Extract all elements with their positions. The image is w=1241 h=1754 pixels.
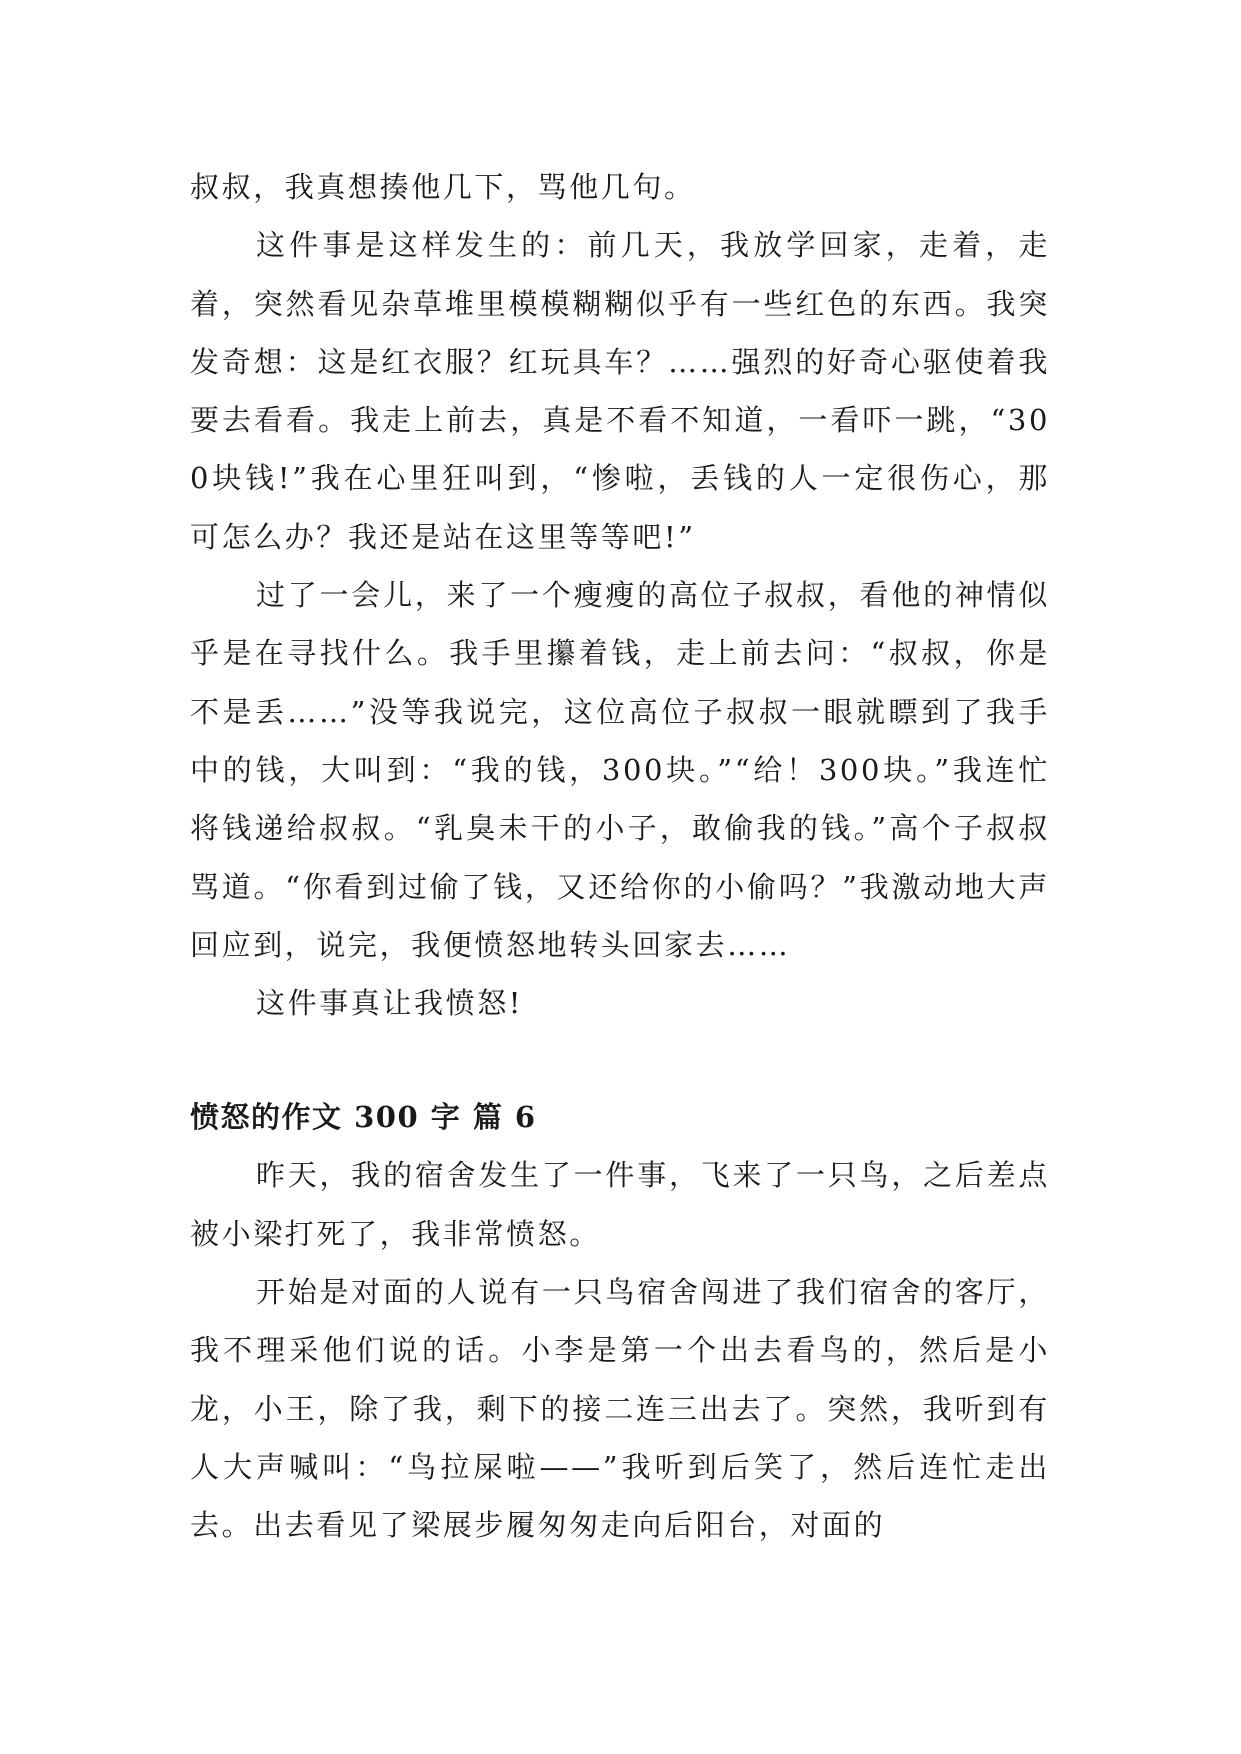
paragraph-conclusion: 这件事真让我愤怒!	[256, 986, 524, 1021]
section-heading: 愤怒的作文 300 字 篇 6	[190, 1100, 537, 1135]
document-body	[190, 158, 1050, 1555]
paragraph-story: 开始是对面的人说有一只鸟宿舍闯进了我们宿舍的客厅，我不理采他们说的话。小李是第一个出去看鸟的，然后是小龙，小王，除了我，剩下的接二连三出去了。突然，我听到有人大声喊叫：“鸟拉屎啦——”我听到后笑了，然后连忙走出去。出去看见了梁展步履匆匆走向后阳台，对面的	[190, 1275, 1050, 1543]
paragraph-continuation: 叔叔，我真想揍他几下，骂他几句。	[190, 170, 696, 204]
paragraph-incident: 这件事是这样发生的：前几天，我放学回家，走着，走着，突然看见杂草堆里模模糊糊似乎有一些红色的东西。我突发奇想：这是红衣服？红玩具车？……强烈的好奇心驱使着我要去看看。我走上前去，真是不看不知道，一看吓一跳，“300块钱!”我在心里狂叫到，“惨啦，丢钱的人一定很伤心，那可怎么办？我还是站在这里等等吧!”	[190, 228, 1050, 554]
paragraph-encounter: 过了一会儿，来了一个瘦瘦的高位子叔叔，看他的神情似乎是在寻找什么。我手里攥着钱，走上前去问：“叔叔，你是不是丢……”没等我说完，这位高位子叔叔一眼就瞟到了我手中的钱，大叫到：“我的钱，300块。”“给！300块。”我连忙将钱递给叔叔。“乳臭未干的小子，敢偷我的钱。”高个子叔叔骂道。“你看到过偷了钱，又还给你的小偷吗？”我激动地大声回应到，说完，我便愤怒地转头回家去……	[190, 578, 1050, 962]
paragraph-intro: 昨天，我的宿舍发生了一件事，飞来了一只鸟，之后差点被小梁打死了，我非常愤怒。	[190, 1158, 1050, 1251]
